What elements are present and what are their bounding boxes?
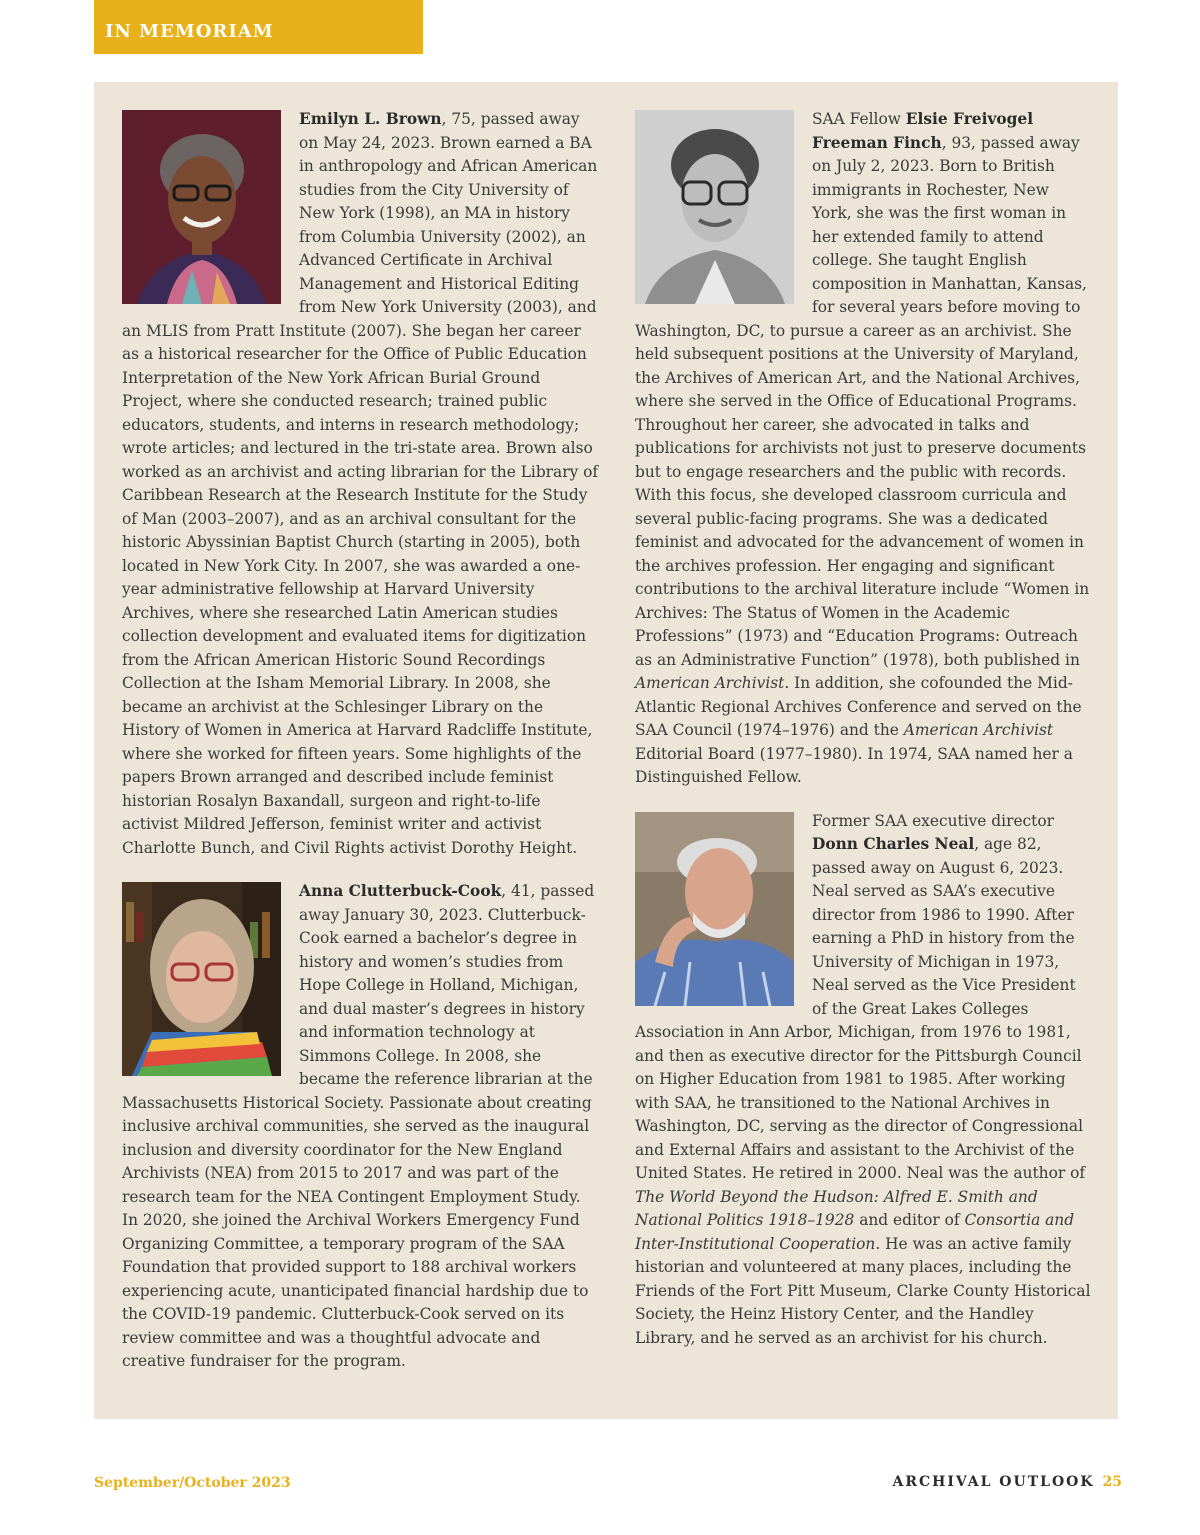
- portrait-photo-neal: [635, 812, 794, 1006]
- name-clutterbuck: Anna Clutterbuck-Cook: [299, 882, 502, 900]
- portrait-photo-clutterbuck: [122, 882, 281, 1076]
- portrait-photo-finch: [635, 110, 794, 304]
- book-title-neal-2: Consortia and Inter-Institutional Cooperation: [635, 1211, 1075, 1253]
- publication-name: ARCHIVAL OUTLOOK: [892, 1474, 1095, 1490]
- section-banner: IN MEMORIAM: [94, 0, 423, 54]
- name-brown: Emilyn L. Brown: [299, 110, 442, 128]
- obituary-text-neal-2: and editor of: [854, 1211, 965, 1229]
- obituary-finch: [635, 108, 1091, 790]
- portrait-photo-brown: [122, 110, 281, 304]
- obituary-text-neal-3: . He was an active family historian and volunteered at many places, including the Friends of the Fort Pitt Museum, Clarke County Historical Society, the Heinz History Center, and the Handley Library, and he served as an archivist for his church.: [635, 1234, 1091, 1347]
- right-column: [635, 108, 1091, 1350]
- prefix-finch: SAA Fellow: [812, 110, 906, 128]
- page-number: 25: [1102, 1474, 1122, 1490]
- obituary-text-finch-1: , 93, passed away on July 2, 2023. Born to British immigrants in Rochester, New York, she was the first woman in her extended family to attend college. She taught English composition in Manhattan, Kansas, for several years before moving to Washington, DC, to pursue a career as an archivist. She held subsequent positions at the University of Maryland, the Archives of American Art, and the National Archives, where she served in the Office of Educational Programs. Throughout her career, she advocated in talks and publications for archivists not just to preserve documents but to engage researchers and the public with records. With this focus, she developed classroom curricula and several public-facing programs. She was a dedicated feminist and advocated for the advancement of women in the archives profession. Her engaging and significant contributions to the archival literature include “Women in Archives: The Status of Women in the Academic Professions” (1973) and “Education Programs: Outreach as an Administrative Function” (1978), both published in: [635, 133, 1090, 669]
- journal-title-finch-2: American Archivist: [903, 721, 1054, 739]
- journal-title-finch-1: American Archivist: [635, 674, 785, 692]
- obituary-brown: [122, 108, 600, 860]
- left-column: [122, 108, 600, 1374]
- obituary-text-neal-1: , age 82, passed away on August 6, 2023. Neal served as SAA’s executive director from 1986 to 1990. After earning a PhD in history from the University of Michigan in 1973, Neal served as the Vice President of the Great Lakes Colleges Association in Ann Arbor, Michigan, from 1976 to 1981, and then as executive director for the Pittsburgh Council on Higher Education from 1981 to 1985. After working with SAA, he transitioned to the National Archives in Washington, DC, serving as the director of Congressional and External Affairs and assistant to the Archivist of the United States. He retired in 2000. Neal was the author of: [635, 835, 1086, 1182]
- name-finch: Elsie Freivogel Freeman Finch: [812, 110, 1034, 152]
- obituary-text-brown: , 75, passed away on May 24, 2023. Brown earned a BA in anthropology and African American studies from the City University of New York (1998), an MA in history from Columbia University (2002), an Advanced Certificate in Archival Management and Historical Editing from New York University (2003), and an MLIS from Pratt Institute (2007). She began her career as a historical researcher for the Office of Public Education Interpretation of the New York African Burial Ground Project, where she conducted research; trained public educators, students, and interns in research methodology; wrote articles; and lectured in the tri-state area. Brown also worked as an archivist and acting librarian for the Library of Caribbean Research at the Research Institute for the Study of Man (2003–2007), and as an archival consultant for the historic Abyssinian Baptist Church (starting in 2005), both located in New York City. In 2007, she was awarded a one-year administrative fellowship at Harvard University Archives, where she researched Latin American studies collection development and evaluated items for digitization from the African American Historic Sound Recordings Collection at the Isham Memorial Library. In 2008, she became an archivist at the Schlesinger Library on the History of Women in America at Harvard Radcliffe Institute, where she worked for fifteen years. Some highlights of the papers Brown arranged and described include feminist historian Rosalyn Baxandall, surgeon and right-to-life activist Mildred Jefferson, feminist writer and activist Charlotte Bunch, and Civil Rights activist Dorothy Height.: [122, 110, 599, 857]
- footer-publication: [893, 1474, 1122, 1490]
- name-neal: Donn Charles Neal: [812, 835, 975, 853]
- prefix-neal: Former SAA executive director: [812, 811, 1054, 830]
- obituary-text-finch-2: . In addition, she cofounded the Mid-Atlantic Regional Archives Conference and served on the SAA Council (1974–1976) and the: [635, 674, 1082, 739]
- book-title-neal-1: The World Beyond the Hudson: Alfred E. Smith and National Politics 1918–1928: [635, 1187, 1038, 1229]
- obituary-clutterbuck: [122, 880, 600, 1374]
- obituaries-panel: [94, 82, 1118, 1419]
- footer-issue-date: September/October 2023: [94, 1475, 291, 1491]
- obituary-text-finch-3: Editorial Board (1977–1980). In 1974, SAA named her a Distinguished Fellow.: [635, 744, 1073, 786]
- obituary-neal: [635, 810, 1091, 1351]
- obituary-text-clutterbuck: , 41, passed away January 30, 2023. Clutterbuck-Cook earned a bachelor’s degree in history and women’s studies from Hope College in Holland, Michigan, and dual master’s degrees in history and information technology at Simmons College. In 2008, she became the reference librarian at the Massachusetts Historical Society. Passionate about creating inclusive archival communities, she served as the inaugural inclusion and diversity coordinator for the New England Archivists (NEA) from 2015 to 2017 and was part of the research team for the NEA Contingent Employment Study. In 2020, she joined the Archival Workers Emergency Fund Organizing Committee, a temporary program of the SAA Foundation that provided support to 188 archival workers experiencing acute, unanticipated financial hardship due to the COVID-19 pandemic. Clutterbuck-Cook served on its review committee and was a thoughtful advocate and creative fundraiser for the program.: [122, 882, 595, 1370]
